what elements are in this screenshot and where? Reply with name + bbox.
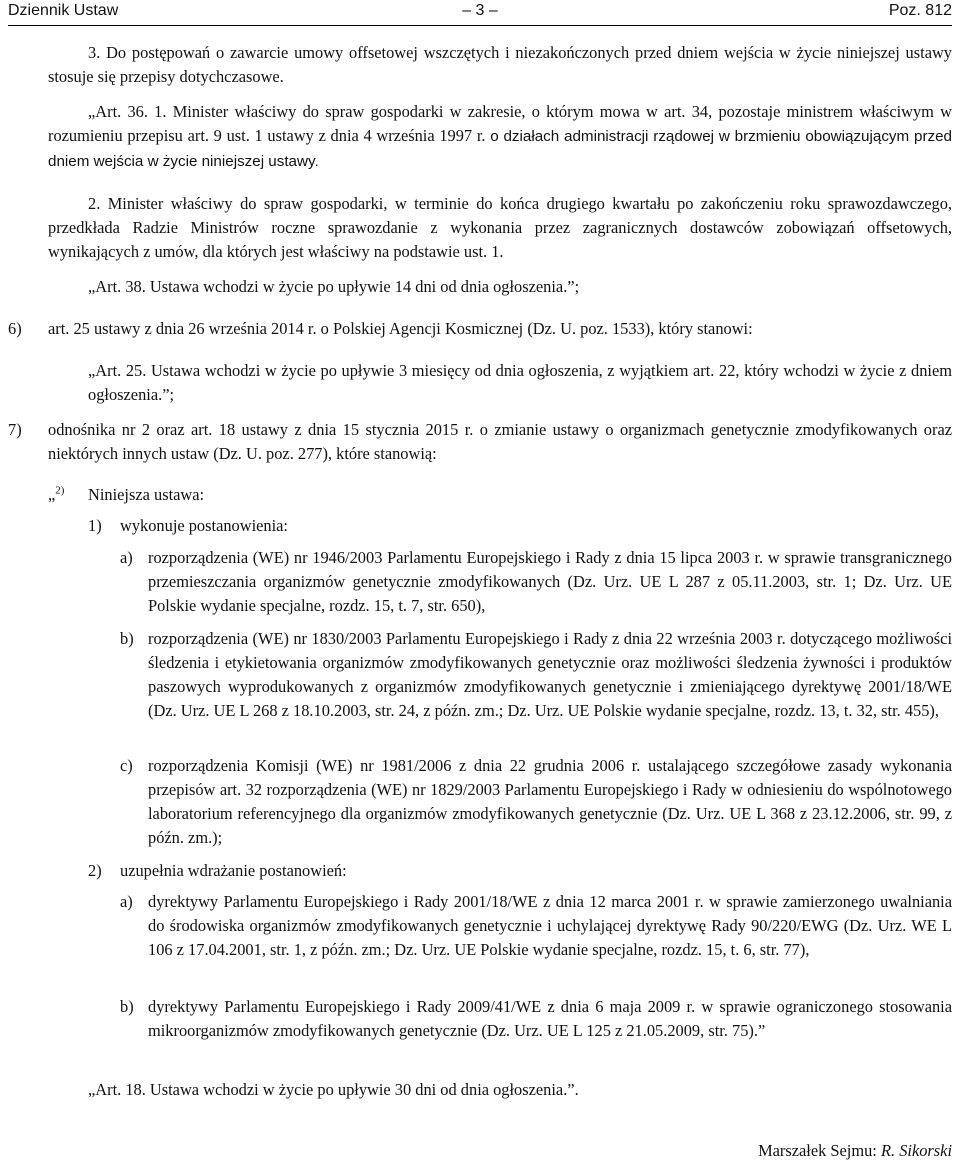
subitem-2-number: 2) [88, 861, 102, 880]
item-7-text: odnośnika nr 2 oraz art. 18 ustawy z dnia 15 stycznia 2015 r. o zmianie ustawy o organizmach genetycznie zmodyfikowanych oraz niektórych innych ustaw (Dz. U. poz. 277), które stanowią: [48, 420, 952, 463]
page-header [8, 0, 952, 26]
subitem-1-b-text: rozporządzenia (WE) nr 1830/2003 Parlamentu Europejskiego i Rady z dnia 22 września 2003 r. dotyczącego możliwości śledzenia i etykietowania organizmów zmodyfikowanych genetycznie oraz możliwości śledzenia żywności i produktów paszowych wyprodukowanych z organizmów zmodyfikowanych genetycznie i zmieniającego dyrektywę 2001/18/WE (Dz. Urz. UE L 268 z 18.10.2003, str. 24, z późn. zm.; Dz. Urz. UE Polskie wydanie specjalne, rozdz. 13, t. 32, str. 455), [148, 629, 952, 720]
article-25: „Art. 25. Ustawa wchodzi w życie po upływie 3 miesięcy od dnia ogłoszenia, z wyjątkiem art. 22, który wchodzi w życie z dniem ogłoszenia.”; [88, 361, 952, 404]
article-36-sans-text: o działach administracji rządowej w brzmieniu obowiązującym przed dniem wejścia w życie niniejszej ustawy. [48, 128, 952, 170]
article-36-paragraph-1 [48, 100, 952, 174]
footnote-marker: 2) [55, 484, 65, 497]
signature-name: R. Sikorski [880, 1141, 952, 1160]
article-38: „Art. 38. Ustawa wchodzi w życie po upływie 14 dni od dnia ogłoszenia.”; [88, 277, 580, 296]
subitem-2-b-text: dyrektywy Parlamentu Europejskiego i Rady 2009/41/WE z dnia 6 maja 2009 r. w sprawie ograniczonego stosowania mikroorganizmów zmodyfikowanych genetycznie (Dz. Urz. UE L 125 z 21.05.2009, str. 75).” [148, 997, 952, 1040]
item-7-number: 7) [8, 420, 22, 439]
article-36-paragraph-2: 2. Minister właściwy do spraw gospodarki, w terminie do końca drugiego kwartału po zakończeniu roku sprawozdawczego, przedkłada Radzie Ministrów roczne sprawozdanie z wykonania przez zagranicznych dostawców zobowiązań offsetowych, wynikających z umów, dla których jest właściwy na podstawie ust. 1. [48, 194, 952, 261]
article-36-text: „Art. 36. 1. Minister właściwy do spraw gospodarki w zakresie, o którym mowa w art. 34, pozostaje ministrem właściwym w rozumieniu przepisu art. 9 ust. 1 ustawy z dnia 4 września 1997 r. [48, 102, 952, 145]
position-number: Poz. 812 [888, 2, 952, 19]
subitem-1-a-text: rozporządzenia (WE) nr 1946/2003 Parlamentu Europejskiego i Rady z dnia 15 lipca 2003 r. w sprawie transgranicznego przemieszczania organizmów genetycznie zmodyfikowanych (Dz. Urz. UE L 287 z 05.11.2003, str. 1; Dz. Urz. UE Polskie wydanie specjalne, rozdz. 15, t. 7, str. 650), [148, 548, 952, 615]
signature-role: Marszałek Sejmu: [758, 1141, 877, 1160]
subitem-1-text: wykonuje postanowienia: [120, 516, 288, 535]
article-18: „Art. 18. Ustawa wchodzi w życie po upływie 30 dni od dnia ogłoszenia.”. [88, 1080, 579, 1099]
letter-c-label: c) [120, 756, 133, 775]
paragraph-3: 3. Do postępowań o zawarcie umowy offsetowej wszczętych i niezakończonych przed dniem wejścia w życie niniejszej ustawy stosuje się przepisy dotychczasowe. [48, 43, 952, 86]
item-6-text: art. 25 ustawy z dnia 26 września 2014 r. o Polskiej Agencji Kosmicznej (Dz. U. poz. 1533), który stanowi: [48, 319, 753, 338]
subitem-1-number: 1) [88, 516, 102, 535]
subitem-2-text: uzupełnia wdrażanie postanowień: [120, 861, 347, 880]
page-number: – 3 – [462, 2, 498, 19]
subitem-2-a-text: dyrektywy Parlamentu Europejskiego i Rady 2001/18/WE z dnia 12 marca 2001 r. w sprawie zamierzonego uwalniania do środowiska organizmów zmodyfikowanych genetycznie i uchylającej dyrektywę Rady 90/220/EWG (Dz. Urz. WE L 106 z 17.04.2001, str. 1, z późn. zm.; Dz. Urz. UE Polskie wydanie specjalne, rozdz. 15, t. 6, str. 77), [148, 892, 952, 959]
signature-line [758, 1139, 952, 1163]
journal-title: Dziennik Ustaw [8, 2, 119, 19]
letter-a-label: a) [120, 892, 133, 911]
footnote-heading: Niniejsza ustawa: [88, 485, 205, 504]
letter-a-label: a) [120, 548, 133, 567]
footnote-quote: „$^{2)}$ [48, 484, 65, 504]
letter-b-label: b) [120, 629, 134, 648]
letter-b-label: b) [120, 997, 134, 1016]
item-6-number: 6) [8, 319, 22, 338]
subitem-1-c-text: rozporządzenia Komisji (WE) nr 1981/2006 z dnia 22 grudnia 2006 r. ustalającego szczegółowe zasady wykonania przepisów art. 32 rozporządzenia (WE) nr 1829/2003 Parlamentu Europejskiego i Rady w odniesieniu do wspólnotowego laboratorium referencyjnego dla organizmów zmodyfikowanych genetycznie (Dz. Urz. UE L 368 z 23.12.2006, str. 99, z późn. zm.); [148, 756, 952, 847]
